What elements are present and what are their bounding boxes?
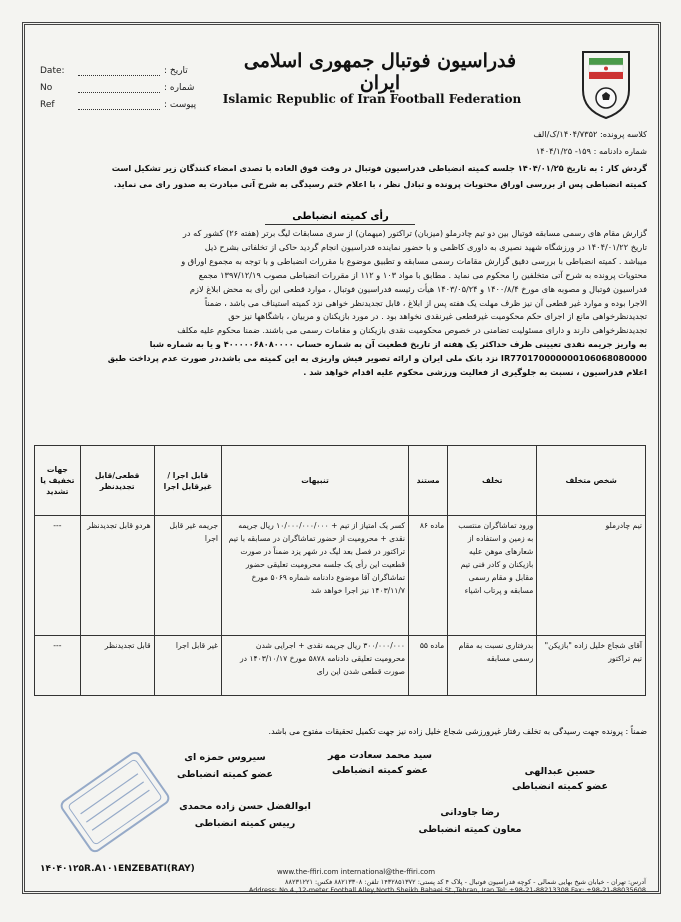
signature-4: رضا جاودانی معاون کمیته انضباطی <box>418 807 522 835</box>
footnote: ضمناً : پرونده جهت رسیدگی به تخلف رفتار غیرورزشی شجاع خلیل زاده نیز جهت تکمیل تحقیقات مفتوح می باشد. <box>268 727 647 736</box>
col-header: شخص متخلف <box>537 446 646 516</box>
signature-1: حسین عبدالهی عضو کمیته انضباطی <box>511 766 609 792</box>
verdict-body <box>34 227 647 380</box>
col-header: قطعی/قابل تجدیدنظر <box>80 446 154 516</box>
body-line: اعلام فدراسیون ، نسبت به جلوگیری از فعالیت ورزشی محکوم علیه اقدام خواهد شد . <box>303 367 647 378</box>
ref-label-en: Ref <box>40 100 55 110</box>
body-line: تجدیدنظرخواهی مانع از اجرای حکم محکومیت غیرقطعی غیرنقدی نخواهد بود . در مورد بازیکنان و مربیان ، باشگاهها نیز حق <box>228 311 647 322</box>
signature-3: سیروس حمزه ای عضو کمیته انضباطی <box>176 752 274 780</box>
signature-2: سید محمد سعادت مهر عضو کمیته انضباطی <box>328 750 432 776</box>
intro-line-2: کمیته انضباطی پس از بررسی اوراق محتویات پرونده و تبادل نظر ، با اعلام ختم رسیدگی به شرح آتی مبادرت به صدور رای می نماید. <box>113 179 647 189</box>
cell-factors: --- <box>35 636 81 696</box>
table-row <box>35 516 646 636</box>
cell-basis: ماده ۸۶ <box>409 516 448 636</box>
col-header: قابل اجرا /غیرقابل اجرا <box>154 446 221 516</box>
cell-penalty: کسر یک امتیاز از تیم + ۱۰/۰۰۰/۰۰۰/۰۰۰ ریال جریمه نقدی + محرومیت از حضور تماشاگران در مسابقه با تیم تراکتور در فصل بعد لیگ در شهر یزد ضمناً در صورت قطعیت این رأی یک جلسه محرومیت تعلیقی حضور تماشاگران آقا موضوع دادنامه شماره ۵۰۶۹ مورخ ۱۴۰۳/۱۱/۷ نیز اجرا خواهد شد <box>222 516 409 636</box>
date-label-fa: تاریخ : <box>164 66 188 76</box>
document-reference: ١۴٠۴٠١٢۵R.A١٠١ENZEBATI(RAY) <box>40 864 195 874</box>
number-label-fa: شماره : <box>164 83 195 93</box>
col-header: جهات تخفیف یا تشدید <box>35 446 81 516</box>
body-line: میباشد . کمیته انضباطی با بررسی دقیق گزارش مقامات رسمی مسابقه و تطبیق موضوع با مقررات انضباطی و با توجه به مجموع اوراق و <box>181 255 647 266</box>
footer-web: www.the-ffiri.com international@the-ffiri.com <box>276 868 436 876</box>
cell-basis: ماده ۵۵ <box>409 636 448 696</box>
intro-line-1: گردش کار : به تاریخ ۱۴۰۴/۰۱/۲۵ جلسه کمیته انضباطی فدراسیون فوتبال در وقت فوق العاده با تصدی امضاء کنندگان زیر تشکیل است <box>111 163 647 173</box>
cell-violation: بدرفتاری نسبت به مقام رسمی مسابقه <box>448 636 537 696</box>
number-label-en: No <box>40 83 53 93</box>
body-line: تجدیدنظرخواهی دارند و دارای مسئولیت تضامنی در خصوص محکومیت نقدی بازیکنان و مقامات رسمی می باشند. ضمنا محکوم علیه مکلف <box>177 325 647 336</box>
cell-enforce: غیر قابل اجرا <box>154 636 221 696</box>
committee-stamp-icon <box>60 742 170 862</box>
table-row <box>35 636 646 696</box>
verdict-title: رأی کمیته انضباطی <box>292 211 389 222</box>
penalties-table <box>34 445 646 696</box>
body-line: محتویات پرونده به شرح آتی متخلفین را محکوم می نماید . مطابق با مواد ۱۰۳ و ۱۱۲ از مقررات انضباطی مصوب ۱۳۹۷/۱۲/۱۹ مجمع <box>198 269 647 280</box>
footer-address-fa: آدرس: تهران - خیابان شیخ بهایی شمالی - کوچه فدراسیون فوتبال - پلاک ۴ کد پستی: ۱۴۳۲۸۵۱۳۷۲ تلفن: ۸۸۲۱۳۳۰۸ فکس: ۸۸۲۳۱۲۲۱ <box>285 878 646 886</box>
body-line: تاریخ ۱۴۰۴/۰۱/۲۲ در ورزشگاه شهید نصیری به داوری کاظمی و با حضور نماینده فدراسیون انجام گردید حاکی از تخلفاتی بشرح ذیل <box>204 241 647 252</box>
body-line: IR770170000000106068080000 نزد بانک ملی ایران و ارائه تصویر فیش واریزی به این کمیته می باشد،در صورت عدم پرداخت طبق <box>107 353 647 364</box>
body-line: فدراسیون فوتبال و مصوبه های مورخ ۱۴۰۰/۸/۴ و ۱۴۰۳/۰۵/۲۴ هیأت رئیسه فدراسیون فوتبال ، موارد قطعی این رأی به محض ابلاغ لازم <box>189 283 647 294</box>
col-header: تنبیهات <box>222 446 409 516</box>
body-line: الاجرا بوده و موارد غیر قطعی آن نیز ظرف مهلت یک هفته پس از ابلاغ ، قابل تجدیدنظر خواهی نزد کمیته استیناف می باشد ، ضمناً <box>204 297 647 308</box>
federation-name-fa: فدراسیون فوتبال جمهوری اسلامی ایران <box>243 50 517 94</box>
body-line: به واریز جریمه نقدی تعیینی ظرف حداکثر یک هفته از تاریخ قطعیت آن به شماره حساب ۴۰۰۰۰۰۶۸۰۸۰۰۰۰ و یا به شماره شبا <box>149 339 647 350</box>
verdict-number: شماره دادنامه : ۱۵۹- ۱۴۰۴/۱/۲۵ <box>535 146 647 156</box>
table-header-row <box>35 446 646 516</box>
cell-person: آقای شجاع خلیل زاده "بازیکن" تیم تراکتور <box>537 636 646 696</box>
date-label-en: Date: <box>40 66 65 76</box>
cell-final: هردو قابل تجدیدنظر <box>80 516 154 636</box>
cell-factors: --- <box>35 516 81 636</box>
col-header: مستند <box>409 446 448 516</box>
case-number: کلاسه پرونده: ۱۴۰۴/۷۳۵۲/ک/الف <box>533 129 647 139</box>
cell-penalty: ۳۰۰/۰۰۰/۰۰۰ ریال جریمه نقدی + اجرایی شدن محرومیت تعلیقی دادنامه ۵۸۷۸ مورخ ۱۴۰۳/۱۰/۱۷ در صورت قطعی شدن این رای <box>222 636 409 696</box>
federation-logo <box>575 46 637 122</box>
federation-name-en: Islamic Republic of Iran Football Federation <box>222 92 522 106</box>
body-line: گزارش مقام های رسمی مسابقه فوتبال بین دو تیم چادرملو (میزبان) تراکتور (میهمان) از سری مسابقات لیگ برتر (هفته ۲۶) کشور که در <box>182 228 647 238</box>
footer-address-en: Address: No.4 ,12-meter Football Alley,North Sheikh Bahaei St.,Tehran, Iran Tel: +98-21-88213308 Fax: +98-21-88035608 <box>248 886 646 894</box>
ref-label-fa: پیوست : <box>164 100 197 110</box>
col-header: تخلف <box>448 446 537 516</box>
signature-5: ابوالفضل حسن زاده محمدی رییس کمیته انضباطی <box>179 801 311 829</box>
cell-person: تیم چادرملو <box>537 516 646 636</box>
cell-final: قابل تجدیدنظر <box>80 636 154 696</box>
cell-violation: ورود تماشاگران منتسب به زمین و استفاده از شعارهای موهن علیه بازیکنان و کادر فنی تیم مقابل و مقام رسمی مسابقه و پرتاب اشیاء <box>448 516 537 636</box>
cell-enforce: جریمه غیر قابل اجرا <box>154 516 221 636</box>
